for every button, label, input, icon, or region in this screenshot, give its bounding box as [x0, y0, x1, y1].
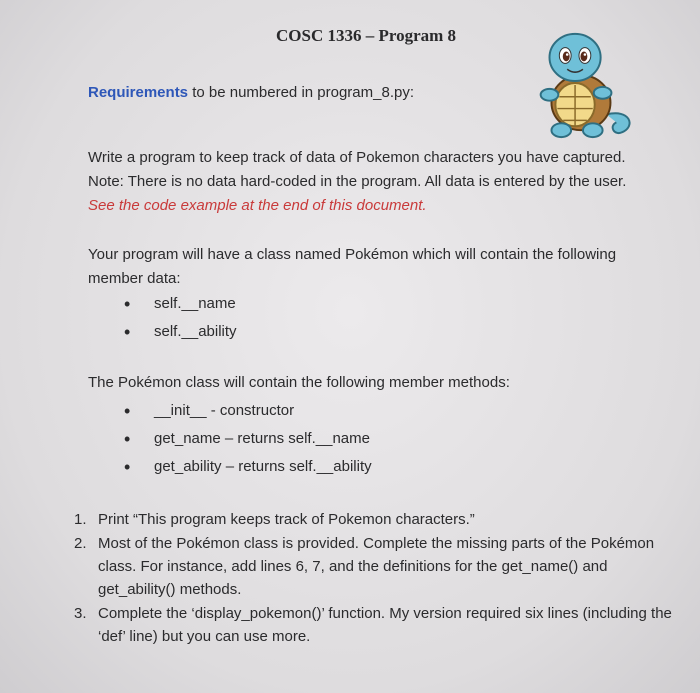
class-description: Your program will have a class named Pokémon which will contain the following member data: — [88, 246, 617, 287]
list-item: • get_name – returns self.__name — [124, 425, 372, 453]
requirements-list — [74, 508, 674, 649]
item-text: Complete the ‘display_pokemon()’ function. My version required six lines (including the ‘def’ line) but you can use more. — [98, 605, 672, 645]
squirtle-illustration — [520, 24, 638, 142]
requirements-keyword: Requirements — [88, 84, 189, 101]
list-item — [74, 532, 674, 601]
list-item — [74, 508, 674, 531]
item-number: 2. — [74, 535, 87, 552]
intro-paragraph — [88, 146, 648, 218]
document-title: COSC 1336 – Program 8 — [276, 26, 457, 45]
list-item: • get_ability – returns self.__ability — [124, 453, 372, 481]
item-text: Most of the Pokémon class is provided. Complete the missing parts of the Pokémon class. For instance, add lines 6, 7, and the definitions for the get_name() and get_ability() methods. — [98, 535, 655, 598]
member-data-list — [124, 290, 237, 346]
requirements-heading — [88, 84, 414, 101]
list-item: • self.__ability — [124, 318, 237, 346]
intro-text: Write a program to keep track of data of Pokemon characters you have captured. Note: There is no data hard-coded in the program. All data is entered by the user. — [88, 149, 627, 190]
item-number: 3. — [74, 605, 87, 622]
member-methods-list — [124, 397, 372, 481]
item-text: Print “This program keeps track of Pokemon characters.” — [98, 511, 475, 528]
code-example-reference: See the code example at the end of this document. — [88, 197, 427, 214]
list-item — [74, 602, 674, 648]
list-item: • __init__ - constructor — [124, 397, 372, 425]
methods-description: The Pokémon class will contain the following member methods: — [88, 374, 510, 391]
requirements-rest: to be numbered in program_8.py: — [188, 84, 414, 101]
item-number: 1. — [74, 511, 87, 528]
list-item: • self.__name — [124, 290, 237, 318]
